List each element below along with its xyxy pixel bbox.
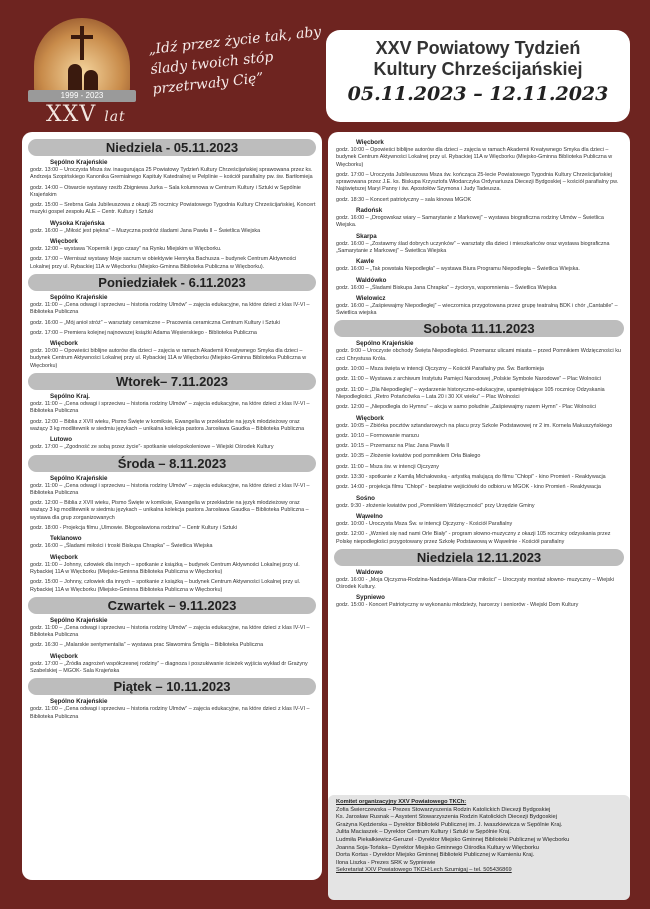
committee-member: Julita Maciaszek – Dyrektor Centrum Kultury i Sztuki w Sępólnie Kraj. xyxy=(336,829,511,836)
event-item: godz. 11:00 – „Cena odwagi i sprzeciwu – historia rodziny Ulmów” – zajęcia edukacyjne, na które dzieci z klas IV-VI – Biblioteka Publiczna xyxy=(30,482,310,496)
event-item: godz. 15:00 – Johnny, człowiek dla innych – spotkanie z książką – budynek Centrum Aktywności Lokalnej przy ul. Rybackiej 11A w Więcborku (Miejsko-Gminna Biblioteka Publiczna w Więcborku) xyxy=(30,579,301,593)
organizing-committee xyxy=(328,795,630,900)
day-header: Niedziela 12.11.2023 xyxy=(334,549,624,566)
logo-years: 1999 - 2023 xyxy=(28,90,136,102)
schedule-right-column xyxy=(328,132,630,880)
cross-icon xyxy=(80,26,84,60)
day-header: Niedziela - 05.11.2023 xyxy=(28,139,316,156)
venue-name: Sypniewo xyxy=(356,594,385,602)
committee-member: Grażyna Kędzierska – Dyrektor Biblioteki Publicznej im. J. Iwaszkiewicza w Sępólnie Kraj. xyxy=(336,821,563,828)
venue-name: Sępólno Kraj. xyxy=(50,393,90,401)
event-item: godz. 13:00 – Uroczysta Msza św. inaugurująca 25 Powiatowy Tydzień Kultury Chrześcijańskiej sprawowana przez ks. Andrzeja Szopińskiego Kanonika Gremialnego Kapituły Katedralnej w Pelplinie – kościół parafialny pw. św. Bartłomieja xyxy=(30,167,313,181)
venue-name: Lutowo xyxy=(50,436,72,444)
event-item: godz. 16:00 – „Śladami Biskupa Jana Chrapka” – życiorys, wspomnienia – Świetlica Wiejska xyxy=(336,284,557,291)
event-item: godz. 11:00 – Wystawa z archiwum Instytutu Pamięci Narodowej „Polskie Symbole Narodowe” – Plac Wolności xyxy=(336,376,601,383)
venue-name: Teklanowo xyxy=(50,535,82,543)
committee-heading: Komitet organizacyjny XXV Powiatowego TKCh: xyxy=(336,799,467,805)
committee-member: Ludmiła Piekałkiewicz-Geruzel - Dyrektor Miejsko Gminnej Biblioteki Publicznej w Więcborku xyxy=(336,836,570,843)
day-header: Piątek – 10.11.2023 xyxy=(28,678,316,695)
event-item: godz. 10:00 – Msza święta w intencji Ojczyzny – Kościół Parafialny pw. Św. Bartłomieja xyxy=(336,366,544,373)
event-item: godz. 11:00 – „Cena odwagi i sprzeciwu – historia rodziny Ulmów” – zajęcia edukacyjne, na które dzieci z klas IV-VI – Biblioteka Publiczna xyxy=(30,706,310,720)
title-dates: 05.11.2023 – 12.11.2023 xyxy=(347,83,609,105)
event-item: godz. 16:00 – „Zaśpiewajmy Niepodległej” – wieczornica przygotowana przez grupę teatralną BDK i chór „Cantabile” – Świetlica wiejska xyxy=(336,302,618,317)
event-item: godz. 16:00 – „Tak powstała Niepodległa” – wystawa Biura Programu Niepodległa – Świetlica Wiejska. xyxy=(336,266,580,273)
event-item: godz. 17:00 – „Źródła zagrożeń współczesnej rodziny” – diagnoza i poszukiwanie ścieżek wyjścia wykład dr Grażyny Szabelskiej – MGOK- Sala Krajeńska xyxy=(30,660,308,674)
event-item: godz. 12:00 – Biblia z XVII wieku, Pismo Święte w komiksie, Ewangelia w przekładzie na język młodzieżowy oraz ważący 3 kg modlitewnik w siedmiu językach – unikalna kolekcja pastora Jarosława Gaudka – Biblioteka Publiczna – wystawa dla grup zorganizowanych xyxy=(30,500,309,521)
logo-xxv: XXV lat xyxy=(46,102,126,127)
committee-secretariat: Sekretariat XXV Powiatowego TKCH:Lech Szumigaj – tel. 505436869 xyxy=(336,867,512,874)
event-item: godz. 12:00 – „Niepodległa do Hymnu” – akcja w samo południe „Zaśpiewajmy razem Hymn” - Plac Wolności xyxy=(336,404,596,411)
title-box xyxy=(326,30,630,122)
event-item: godz. 14:00 – Otwarcie wystawy rzeźb Zbigniewa Jurka – Sala kolumnowa w Centrum Kultury i Sztuki w Sępólnie Krajeńskim xyxy=(30,184,301,198)
event-item: godz. 10:00 - Uroczysta Msza Św. w intencji Ojczyzny - Kościół Parafialny xyxy=(336,520,513,527)
venue-name: Więcbork xyxy=(50,553,78,561)
day-header: Wtorek– 7.11.2023 xyxy=(28,373,316,390)
event-item: godz. 10:00 – Opowieści biblijne autorów dla dzieci – zajęcia w ramach Akademii Kreatywnego Smyka dla dzieci – budynek Centrum Aktywności Lokalnej przy ul. Rybackiej 11A w Więcborku (Miejsko-Gminna Biblioteka Publiczna w Więcborku) xyxy=(336,147,613,168)
event-item: godz. 17:00 – Uroczysta Jubileuszowa Msza św. kończąca 25-lecie Powiatowego Tygodnia Kultury Chrześcijańskiej sprawowana przez J.E. ks. Biskupa Krzysztofa Włodarczyka Ordynariusza Diecezji Bydgoskiej – kościół parafialny pw. Najświętszej Maryi Panny i św. Apostołów Szymona i Judy Tadeusza. xyxy=(336,171,619,193)
schedule-left-column xyxy=(22,132,322,880)
event-item: godz. 16:00 - „Moja Ojczyzna-Rodzina-Nadzieja-Wiara-Dar miłości” – Uroczysty montaż słowno- muzyczny – Wiejski Ośrodek Kultury. xyxy=(336,576,614,591)
event-item: godz. 11:00 – „Dla Niepodległej” – wydarzenie historyczno-edukacyjne, upamiętniające 105 rocznicę Odzyskania Niepodległości. „Retro Potańcówka – Lata 20 i 30 XX wieku” – Plac Wolności xyxy=(336,386,605,400)
committee-member: Ks. Jarosław Rusnak – Asystent Stowarzyszenia Rodzin Katolickich Diecezji Bydgoskiej xyxy=(336,814,557,821)
anniversary-logo xyxy=(28,18,136,126)
event-item: godz. 9:00 – Uroczyste obchody Święta Niepodległości. Przemarsz ulicami miasta – przed Pomnikiem Wdzięczności ku czci Chrystusa Króla. xyxy=(336,348,621,362)
venue-name: Waldowo xyxy=(356,568,383,576)
venue-name: Więcbork xyxy=(50,340,78,348)
event-item: godz. 11:00 – „Cena odwagi i sprzeciwu – historia rodziny Ulmów” – zajęcia edukacyjne, na które dzieci z klas IV-VI – Biblioteka Publiczna xyxy=(30,401,310,415)
venue-name: Sępólno Krajeńskie xyxy=(50,293,108,301)
committee-member: Zofia Świerczewska – Prezes Stowarzyszenia Rodzin Katolickich Diecezji Bydgoskiej xyxy=(336,806,551,813)
venue-name: Skarpa xyxy=(356,232,377,240)
venue-name: Wąwelno xyxy=(356,512,383,520)
event-item: godz. 10:00 – Opowieści biblijne autorów dla dzieci – zajęcia w ramach Akademii Kreatywnego Smyka dla dzieci – budynek Centrum Aktywności Lokalnej przy ul. Rybackiej 11A w Więcborku (Miejsko-Gminna Biblioteka Publiczna w Więcborku) xyxy=(30,348,307,369)
event-item: godz. 16:00 – „Drogowskaz wiary – Samarytanie z Markowej” – wystawa biograficzna rodziny Ulmów – Świetlica Wiejska. xyxy=(336,215,604,229)
event-item: godz. 12:00 – wystawa “Kopernik i jego czasy” na Rynku Miejskim w Więcborku. xyxy=(30,246,222,253)
event-item: godz. 16:00 – „Mój anioł stróż” – warsztaty ceramiczne – Pracownia ceramiczna Centrum Kultury i Sztuki xyxy=(30,319,280,326)
event-item: godz. 16:00 – „Miłość jest piękna” – Muzyczna podróż śladami Jana Pawła II – Świetlica Wiejska xyxy=(30,227,261,234)
venue-name: Sępólno Krajeńskie xyxy=(50,698,108,706)
event-item: godz. 16:00 – „Śladami miłości i troski Biskupa Chrapka” – Świetlica Wiejska xyxy=(30,543,213,550)
title-line-2: Kultury Chrześcijańskiej xyxy=(373,59,583,79)
event-item: godz. 9:30 - złożenie kwiatów pod „Pomnikiem Wdzięczności” przy Urzędzie Gminy xyxy=(336,502,535,509)
venue-name: Sępólno Krajeńskie xyxy=(50,474,108,482)
event-item: godz. 16:00 – „Zostawmy ślad dobrych uczynków” – warsztaty dla dzieci i mieszkańców oraz wystawa biograficzna „Samarytanie z Markowej” – Świetlica Wiejska xyxy=(336,240,610,254)
venue-name: Więcbork xyxy=(356,414,384,422)
venue-name: Waldówko xyxy=(356,276,387,284)
committee-members xyxy=(336,807,622,868)
venue-name: Więcbork xyxy=(50,238,78,246)
day-header: Poniedziałek - 6.11.2023 xyxy=(28,274,316,291)
event-item: godz. 10:35 – Złożenie kwiatów pod pomnikiem Orła Białego xyxy=(336,453,481,460)
venue-name: Sośno xyxy=(356,494,375,502)
day-header: Sobota 11.11.2023 xyxy=(334,320,624,337)
venue-name: Więcbork xyxy=(356,139,384,146)
title-line-1: XXV Powiatowy Tydzień xyxy=(375,38,581,58)
event-item: godz. 12:00 - „Wznieś się nad nami Orle Biały” - program słowno-muzyczny z okazji 105 rocznicy odzyskania przez Polskę niepodległości przygotowany przez Szkołę Podstawową w Wąwelnie - Kościół parafialny xyxy=(336,531,611,545)
event-item: godz. 14:00 - projekcja filmu “Chłopi” - bezpłatne wejściówki do odbioru w MGOK - kino Promień - Reaktywacja xyxy=(336,484,601,491)
committee-member: Joanna Soja-Tońska– Dyrektor Miejsko Gminnego Ośrodka Kultury w Więcborku xyxy=(336,844,539,851)
venue-name: Sępólno Krajeńskie xyxy=(50,159,108,166)
event-item: godz. 15:00 – Srebrna Gala Jubileuszowa z okazji 25 rocznicy Powiatowego Tygodnia Kultury Chrześcijańskiej, Koncert muzyki gospel zespołu ALE – Centr. Kultury i Sztuki xyxy=(30,202,316,216)
event-item: godz. 17:00 – Wernisaż wystawy Moje sacrum w obiektywie Henryka Bachusza – budynek Centrum Aktywności Lokalnej przy ul. Rybackiej 11A w Więcborku (Miejsko-Gminna Biblioteka Publiczna w Więcborku). xyxy=(30,256,297,270)
venue-name: Więcbork xyxy=(50,652,78,660)
event-item: godz. 11:00 – Msza św. w intencji Ojczyzny xyxy=(336,463,439,470)
venue-name: Sępólno Krajeńskie xyxy=(50,616,108,624)
event-item: godz. 17:00 – „Zgodność ze sobą przez życie”- spotkanie wielopokoleniowe – Wiejski Ośrodek Kultury xyxy=(30,444,274,451)
event-item: godz. 10:05 – Zbiórka pocztów sztandarowych na placu przy Szkole Podstawowej nr 2 im. Kornela Makuszyńskiego xyxy=(336,422,613,429)
header xyxy=(0,0,650,128)
logo-emblem xyxy=(34,18,130,98)
event-item: godz. 11:00 – „Cena odwagi i sprzeciwu – historia rodziny Ulmów” – zajęcia edukacyjne, na które dzieci z klas IV-VI – Biblioteka Publiczna xyxy=(30,301,310,316)
event-item: godz. 18:00 - Projekcja filmu „Ulmowie. Błogosławiona rodzina” – Centr Kultury i Sztuki xyxy=(30,525,238,532)
venue-name: Radońsk xyxy=(356,207,383,215)
event-item: godz. 13:30 - spotkanie z Kamilą Michałowską - artystką malującą do filmu “Chłopi” - kino Promień - Reaktywacja xyxy=(336,474,606,481)
day-header: Czwartek – 9.11.2023 xyxy=(28,597,316,614)
committee-member: Dorta Kortas - Dyrektor Miejsko Gminnej Biblioteki Publicznej w Kamieniu Kraj. xyxy=(336,852,535,859)
committee-member: Ilona Liszka - Prezes SRK w Sypniewie xyxy=(336,859,436,866)
event-item: godz. 17:00 – Premiera kolejnej najnowszej książki Adama Węsierskiego - Biblioteka Publiczna xyxy=(30,329,257,336)
event-item: godz. 11:00 – „Cena odwagi i sprzeciwu – historia rodziny Ulmów” – zajęcia edukacyjne, na które dzieci z klas IV-VI – Biblioteka Publiczna xyxy=(30,624,310,639)
event-item: godz. 10:10 – Formowanie marszu xyxy=(336,432,419,439)
event-item: godz. 18:30 – Koncert patriotyczny – sala kinowa MGOK xyxy=(336,196,472,203)
event-item: godz. 10:15 – Przemarsz na Plac Jana Pawła II xyxy=(336,443,450,450)
venue-name: Wielowicz xyxy=(356,294,386,302)
event-item: godz. 12:00 – Biblia z XVII wieku, Pismo Święte w komiksie, Ewangelia w przekładzie na język młodzieżowy oraz ważący 3 kg modlitewnik w siedmiu językach – unikalna kolekcja pastora Jarosława Gaudka – Biblioteka Publiczna xyxy=(30,418,305,432)
event-item: godz. 11:00 – Johnny, człowiek dla innych – spotkanie z książką – budynek Centrum Aktywności Lokalnej przy ul. Rybackiej 11A w Więcborku (Miejsko-Gminna Biblioteka Publiczna w Więcborku) xyxy=(30,561,300,575)
motto-quote: „Idź przez życie tak, aby ślady twoich stóp przetrwały Cię” xyxy=(147,23,322,98)
venue-name: Kawle xyxy=(356,258,374,266)
event-item: godz. 16:30 – „Malarskie sentymentalia” – wystawa prac Sławomira Śmigla – Biblioteka Publiczna xyxy=(30,642,264,649)
day-header: Środa – 8.11.2023 xyxy=(28,455,316,472)
venue-name: Wysoka Krajeńska xyxy=(50,219,105,227)
event-item: godz. 15:00 - Koncert Patriotyczny w wykonaniu młodzieży, harcerzy i seniorów - Wiejski Dom Kultury xyxy=(336,602,579,609)
venue-name: Sępólno Krajeńskie xyxy=(356,340,414,348)
